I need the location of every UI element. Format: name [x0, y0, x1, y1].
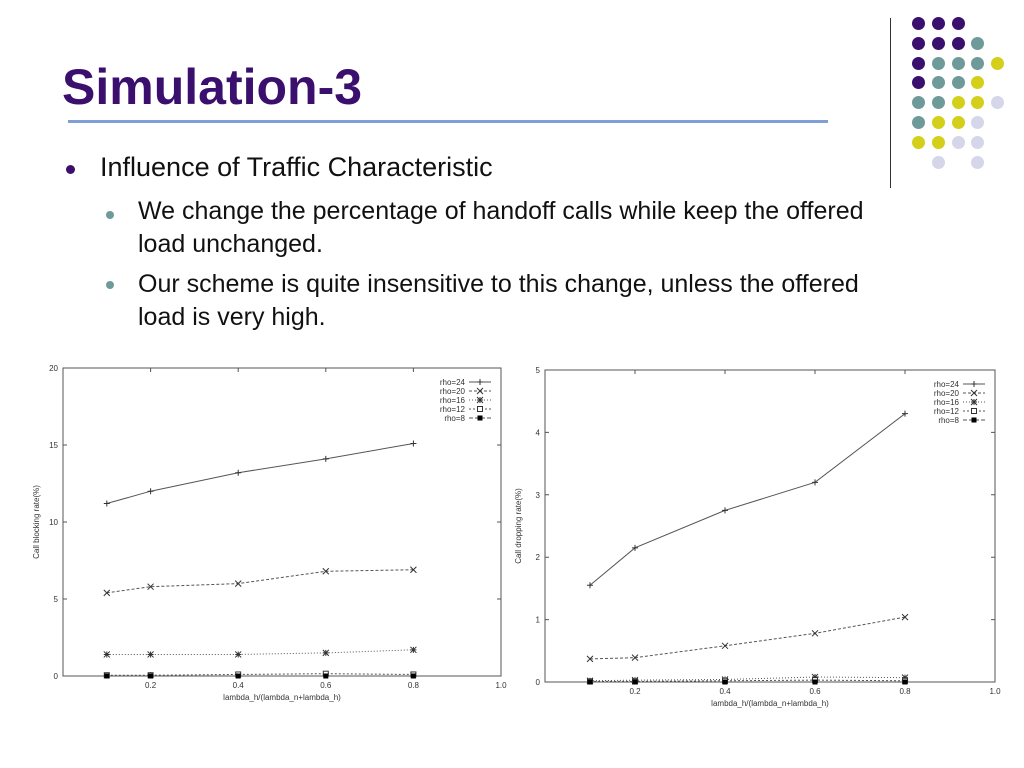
decor-dot-teal — [952, 76, 965, 89]
decor-dot-lavender — [971, 116, 984, 129]
plot-frame — [63, 368, 501, 676]
data-point — [323, 674, 328, 679]
sub-bullet-dot — [106, 211, 114, 219]
decor-dot-teal — [932, 76, 945, 89]
y-axis-label: Call blocking rate(%) — [32, 485, 41, 559]
legend-label: rho=8 — [444, 414, 465, 423]
data-point — [104, 674, 109, 679]
data-point — [903, 680, 908, 685]
decor-dot-teal — [971, 37, 984, 50]
x-tick-label: 0.8 — [407, 681, 419, 690]
slide-title: Simulation-3 — [62, 59, 363, 115]
title-underline — [68, 120, 828, 123]
x-axis-label: lambda_h/(lambda_n+lambda_h) — [711, 699, 829, 708]
legend-marker — [478, 416, 483, 421]
x-tick-label: 0.2 — [629, 687, 641, 696]
decor-dot-yellow — [932, 136, 945, 149]
sub-bullet-dot — [106, 281, 114, 289]
y-tick-label: 5 — [53, 595, 58, 604]
y-tick-label: 0 — [535, 678, 540, 687]
dropping-rate-chart — [508, 358, 1008, 712]
x-tick-label: 0.6 — [809, 687, 821, 696]
legend-label: rho=20 — [439, 387, 465, 396]
decor-dot-lavender — [971, 136, 984, 149]
x-tick-label: 0.2 — [145, 681, 157, 690]
x-tick-label: 1.0 — [495, 681, 507, 690]
decor-dot-yellow — [952, 96, 965, 109]
decor-dot-yellow — [971, 96, 984, 109]
legend-marker — [972, 418, 977, 423]
decor-dot-yellow — [971, 76, 984, 89]
decor-dot-purple — [932, 17, 945, 30]
legend-marker — [477, 397, 483, 403]
decorative-vertical-line — [890, 18, 891, 188]
y-tick-label: 2 — [535, 553, 540, 563]
x-axis-label: lambda_h/(lambda_n+lambda_h) — [223, 693, 341, 702]
data-point — [235, 651, 241, 657]
y-tick-label: 15 — [49, 441, 58, 450]
decor-dot-purple — [912, 76, 925, 89]
y-tick-label: 0 — [53, 672, 58, 681]
decor-dot-yellow — [952, 116, 965, 129]
legend-marker — [971, 399, 977, 405]
decor-dot-lavender — [991, 96, 1004, 109]
y-tick-label: 20 — [49, 364, 58, 373]
legend-label: rho=16 — [439, 396, 465, 405]
legend-label: rho=24 — [933, 380, 959, 389]
data-point — [723, 680, 728, 685]
y-tick-label: 3 — [535, 490, 540, 500]
legend-marker — [972, 409, 977, 414]
y-tick-label: 5 — [535, 366, 540, 375]
data-point — [323, 650, 329, 656]
y-tick-label: 1 — [535, 615, 540, 625]
decor-dot-purple — [912, 37, 925, 50]
bullet-main: Influence of Traffic Characteristic — [100, 152, 493, 182]
blocking-rate-chart — [18, 358, 518, 712]
legend-marker — [478, 407, 483, 412]
legend-label: rho=8 — [938, 416, 959, 425]
decor-dot-teal — [932, 96, 945, 109]
bullet-dot — [66, 165, 75, 174]
x-tick-label: 0.8 — [899, 687, 911, 696]
decor-dot-purple — [912, 57, 925, 70]
legend-label: rho=16 — [933, 398, 959, 407]
y-tick-label: 10 — [49, 518, 58, 527]
legend-label: rho=12 — [933, 407, 959, 416]
data-point — [148, 674, 153, 679]
x-tick-label: 0.4 — [719, 687, 731, 696]
decor-dot-yellow — [932, 116, 945, 129]
sub-bullet-1: We change the percentage of handoff calls while keep the offered load unchanged. — [138, 197, 864, 258]
decor-dot-purple — [952, 37, 965, 50]
decor-dot-purple — [912, 17, 925, 30]
sub-bullet-2: Our scheme is quite insensitive to this change, unless the offered load is very high. — [138, 270, 859, 331]
decor-dot-lavender — [971, 156, 984, 169]
legend-label: rho=24 — [439, 378, 465, 387]
legend-label: rho=20 — [933, 389, 959, 398]
data-point — [411, 674, 416, 679]
y-tick-label: 4 — [535, 428, 540, 438]
data-point — [410, 647, 416, 653]
decor-dot-purple — [952, 17, 965, 30]
decor-dot-lavender — [932, 156, 945, 169]
x-tick-label: 0.6 — [320, 681, 332, 690]
data-point — [104, 651, 110, 657]
data-point — [813, 680, 818, 685]
decor-dot-yellow — [991, 57, 1004, 70]
data-point — [236, 674, 241, 679]
y-axis-label: Call dropping rate(%) — [514, 488, 523, 564]
decor-dot-teal — [971, 57, 984, 70]
plot-frame — [545, 370, 995, 682]
decor-dot-teal — [932, 57, 945, 70]
x-tick-label: 1.0 — [989, 687, 1001, 696]
decor-dot-teal — [912, 96, 925, 109]
x-tick-label: 0.4 — [232, 681, 244, 690]
decor-dot-lavender — [952, 136, 965, 149]
data-point — [633, 680, 638, 685]
decor-dot-teal — [912, 116, 925, 129]
legend-label: rho=12 — [439, 405, 465, 414]
decor-dot-teal — [952, 57, 965, 70]
data-point — [588, 680, 593, 685]
decor-dot-purple — [932, 37, 945, 50]
data-point — [148, 651, 154, 657]
decor-dot-yellow — [912, 136, 925, 149]
